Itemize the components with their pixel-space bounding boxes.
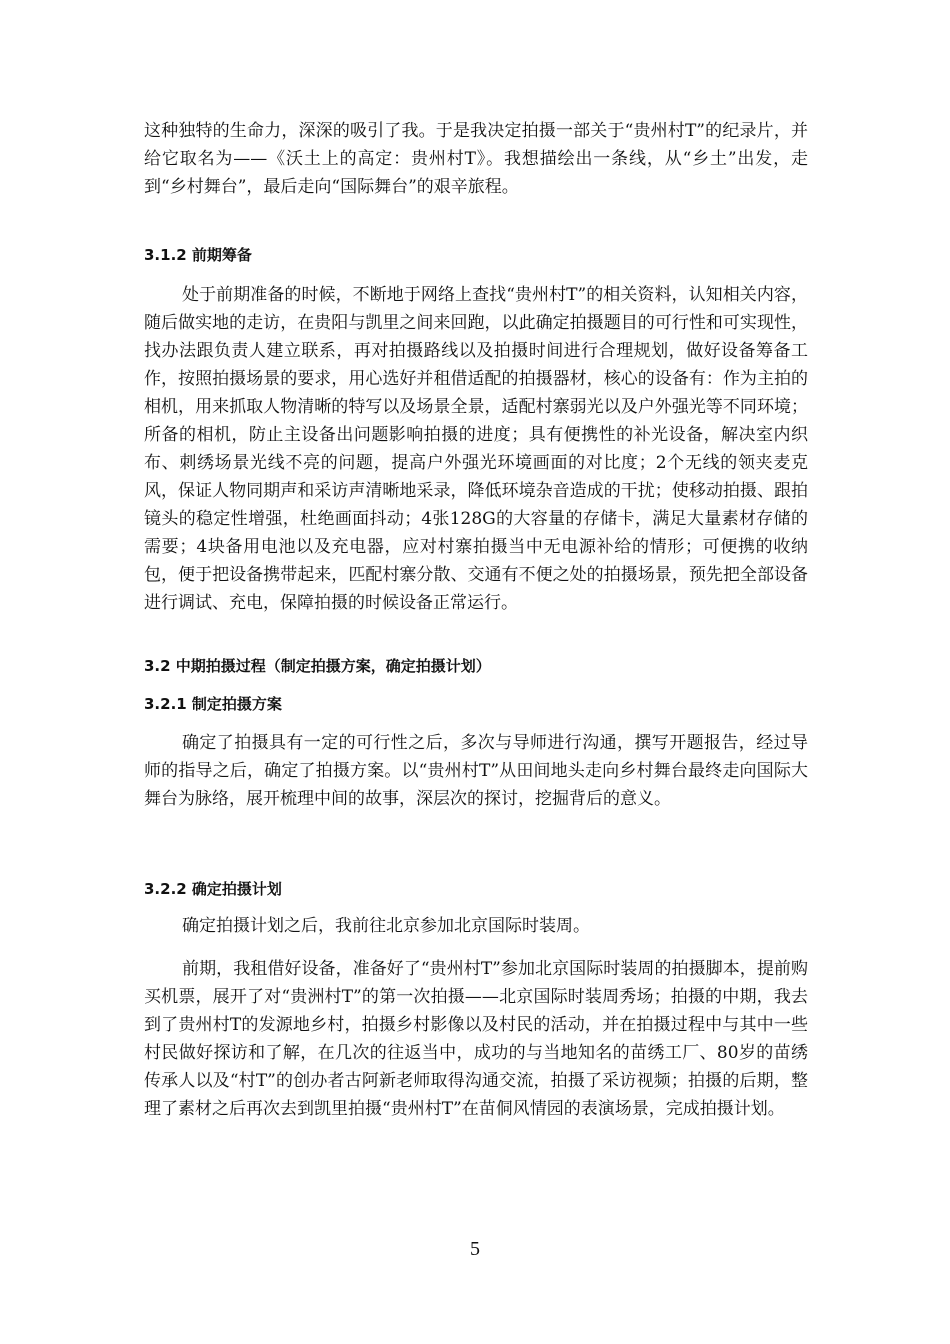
section-heading-3-1-2: 3.1.2 前期筹备 <box>144 246 252 264</box>
section-paragraph-3-1-2: 处于前期准备的时候，不断地于网络上查找“贵州村T”的相关资料，认知相关内容，随后做实地的走访，在贵阳与凯里之间来回跑，以此确定拍摄题目的可行性和可实现性，找办法跟负责人建立联系，再对拍摄路线以及拍摄时间进行合理规划，做好设备筹备工作，按照拍摄场景的要求，用心选好并租借适配的拍摄器材，核心的设备有：作为主拍的相机，用来抓取人物清晰的特写以及场景全景，适配村寨弱光以及户外强光等不同环境；所备的相机，防止主设备出问题影响拍摄的进度；具有便携性的补光设备，解决室内织布、刺绣场景光线不亮的问题，提高户外强光环境画面的对比度；2个无线的领夹麦克风，保证人物同期声和采访声清晰地采录，降低环境杂音造成的干扰；使移动拍摄、跟拍镜头的稳定性增强，杜绝画面抖动；4张128G的大容量的存储卡，满足大量素材存储的需要；4块备用电池以及充电器，应对村寨拍摄当中无电源补给的情形；可便携的收纳包，便于把设备携带起来，匹配村寨分散、交通有不便之处的拍摄场景，预先把全部设备进行调试、充电，保障拍摄的时候设备正常运行。 <box>144 285 808 613</box>
page-number: 5 <box>470 1238 480 1260</box>
section-paragraph-3-2-1: 确定了拍摄具有一定的可行性之后，多次与导师进行沟通，撰写开题报告，经过导师的指导之后，确定了拍摄方案。以“贵州村T”从田间地头走向乡村舞台最终走向国际大舞台为脉络，展开梳理中间的故事，深层次的探讨，挖掘背后的意义。 <box>144 733 808 809</box>
section-heading-3-2-1: 3.2.1 制定拍摄方案 <box>144 695 282 713</box>
section-heading-3-2-2: 3.2.2 确定拍摄计划 <box>144 880 282 898</box>
section-paragraph-3-2-2-b: 前期，我租借好设备，准备好了“贵州村T”参加北京国际时装周的拍摄脚本，提前购买机票，展开了对“贵洲村T”的第一次拍摄——北京国际时装周秀场；拍摄的中期，我去到了贵州村T的发源地乡村，拍摄乡村影像以及村民的活动，并在拍摄过程中与其中一些村民做好探访和了解，在几次的往返当中，成功的与当地知名的苗绣工厂、80岁的苗绣传承人以及“村T”的创办者古阿新老师取得沟通交流，拍摄了采访视频；拍摄的后期，整理了素材之后再次去到凯里拍摄“贵州村T”在苗侗风情园的表演场景，完成拍摄计划。 <box>144 959 808 1119</box>
intro-paragraph: 这种独特的生命力，深深的吸引了我。于是我决定拍摄一部关于“贵州村T”的纪录片，并给它取名为——《沃土上的高定：贵州村T》。我想描绘出一条线，从“乡土”出发，走到“乡村舞台”，最后走向“国际舞台”的艰辛旅程。 <box>144 121 808 197</box>
section-heading-3-2: 3.2 中期拍摄过程（制定拍摄方案，确定拍摄计划） <box>144 657 491 675</box>
section-paragraph-3-2-2-a: 确定拍摄计划之后，我前往北京参加北京国际时装周。 <box>182 916 590 936</box>
